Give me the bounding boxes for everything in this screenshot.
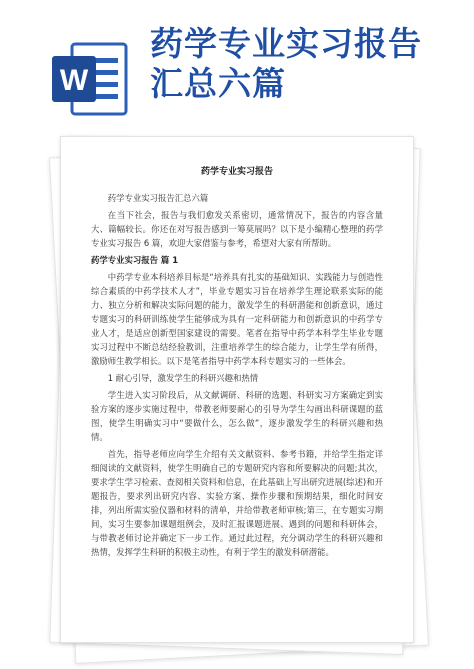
document-title: 药学专业实习报告: [200, 167, 273, 177]
paragraph: 在当下社会，报告与我们愈发关系密切，通常情况下，报告的内容含量大、篇幅较长。你还在对写报告感到一筹莫展吗？以下是小编精心整理的药学专业实习报告 6 篇，欢迎大家借鉴与参考，希望对大家有所帮助。: [91, 210, 383, 248]
paragraph: 首先，指导老师应向学生介绍有关文献资料、参考书籍，并给学生指定详细阅读的文献资料，使学生明确自己的专题研究内容和所要解决的问题;其次，要求学生学习检索、查阅相关资料和信息，在此基础上写出研究进展(综述)和开题报告，要求列出研究内容、实验方案、操作步骤和预期结果，细化时间安排，列出所需实验仪器和材料的清单，并给带教老师审核;第三，在专题实习期间，实习生要参加课题组例会，及时汇报课题进展、遇到的问题和科研体会，与带教老师讨论并确定下一步工作。通过此过程，充分调动学生的科研兴趣和热情，发挥学生科研的积极主动性，有利于学生的激发科研潜能。: [91, 449, 383, 557]
title-line-1: 药学专业实习报告: [150, 24, 422, 63]
page-title: [150, 24, 470, 104]
word-logo-letter: W: [59, 64, 89, 97]
document-body: [91, 165, 383, 562]
paragraph: 学生进入实习阶段后，从文献调研、科研的选题、科研实习方案确定到实验方案的逐步实施过程中，带教老师要耐心的引导为学生勾画出科研课题的蓝图，使学生明确实习中“要做什么，怎么做”，逐步激发学生的科研兴趣和热情。: [91, 390, 383, 442]
document-paragraphs: [91, 191, 383, 559]
paragraph: 药学专业实习报告汇总六篇: [107, 193, 209, 203]
section-heading: 药学专业实习报告 篇 1: [91, 255, 179, 265]
word-doc-icon: [52, 40, 128, 118]
paragraph: 1 耐心引导，激发学生的科研兴趣和热情: [107, 373, 259, 383]
header: [0, 0, 474, 120]
document-page: [60, 136, 414, 643]
paragraph: 中药学专业本科培养目标是“培养具有扎实的基础知识、实践能力与创造性综合素质的中药学技术人才”，毕业专题实习旨在培养学生理论联系实际的能力、独立分析和解决实际问题的能力，激发学生的科研潜能和创新意识，通过专题实习的科研训练使学生能够成为具有一定科研能力和创新意识的中药学专业人才，是适应创新型国家建设的需要。笔者在指导中药学本科学生毕业专题实习过程中不断总结经验教训，注重培养学生的综合能力，让学生学有所得，激励师生教学相长。以下是笔者指导中药学本科专题实习的一些体会。: [91, 272, 383, 366]
document-preview: [52, 136, 422, 656]
title-line-2: 汇总六篇: [150, 64, 286, 103]
